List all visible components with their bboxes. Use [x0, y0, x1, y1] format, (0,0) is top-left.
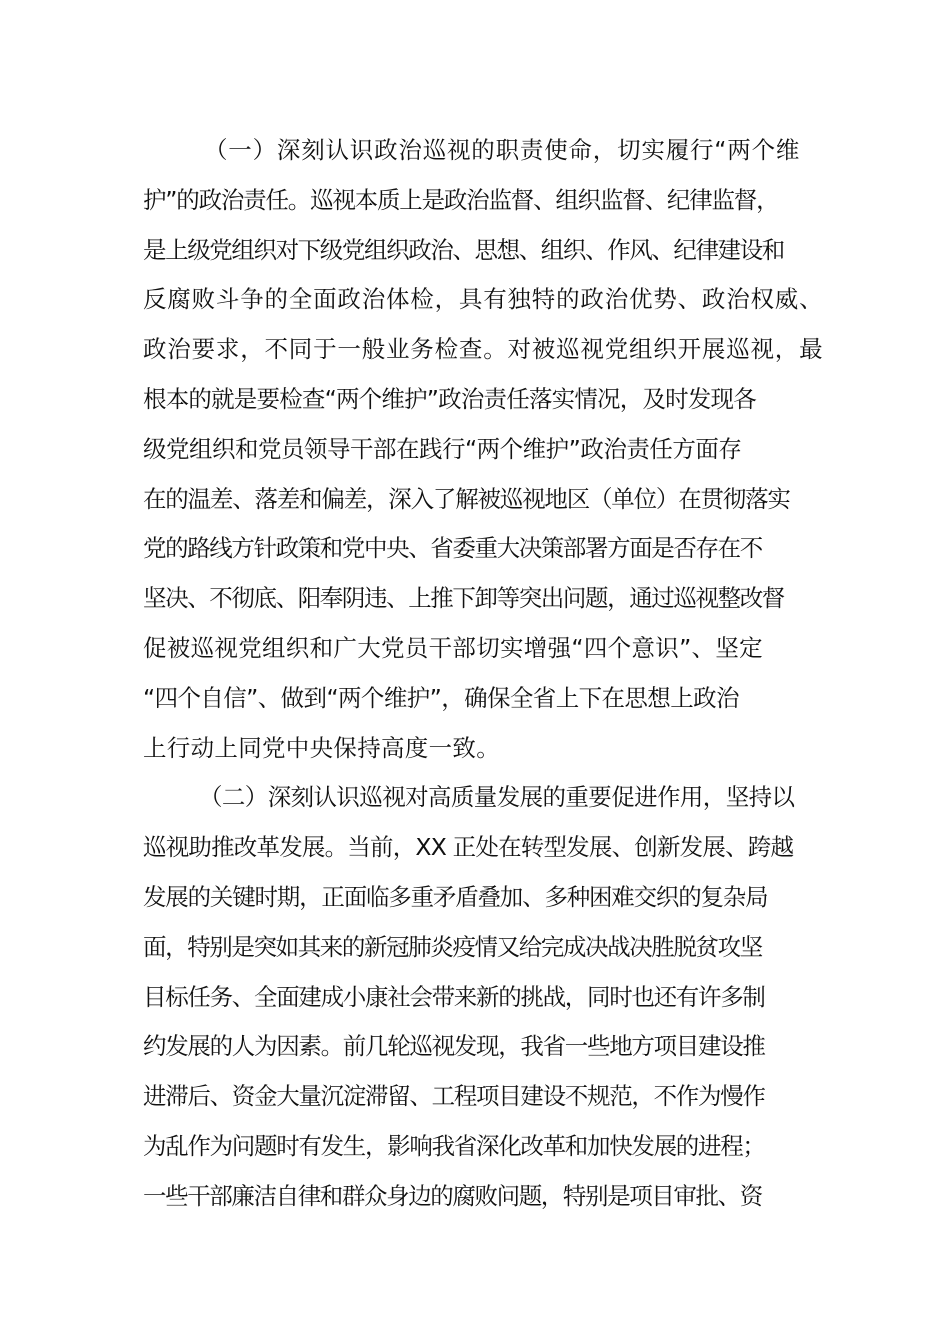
paragraph-2-line-4: 面，特别是突如其来的新冠肺炎疫情又给完成决战决胜脱贫攻坚 [143, 932, 762, 961]
paragraph-1-line-8: 在的温差、落差和偏差，深入了解被巡视地区（单位）在贯彻落实 [143, 484, 790, 513]
paragraph-1-line-4: 反腐败斗争的全面政治体检，具有独特的政治优势、政治权威、 [143, 285, 823, 314]
paragraph-1-line-3: 是上级党组织对下级党组织政治、思想、组织、作风、纪律建设和 [143, 235, 784, 264]
paragraph-1-line-13: 上行动上同党中央保持高度一致。 [143, 733, 500, 762]
paragraph-1-line-10: 坚决、不彻底、阳奉阴违、上推下卸等突出问题，通过巡视整改督 [143, 584, 784, 613]
paragraph-2-line-8: 为乱作为问题时有发生，影响我省深化改革和加快发展的进程； [143, 1131, 765, 1160]
paragraph-1-line-12: “四个自信”、做到“两个维护”，确保全省上下在思想上政治 [143, 683, 739, 712]
paragraph-2-line-5: 目标任务、全面建成小康社会带来新的挑战，同时也还有许多制 [143, 982, 765, 1011]
paragraph-1-line-1: （一）深刻认识政治巡视的职责使命，切实履行“两个维 [204, 136, 801, 164]
paragraph-1-line-7: 级党组织和党员领导干部在践行“两个维护”政治责任方面存 [143, 434, 742, 463]
paragraph-2-line-3: 发展的关键时期，正面临多重矛盾叠加、多种困难交织的复杂局 [143, 882, 768, 911]
paragraph-1-line-11: 促被巡视党组织和广大党员干部切实增强“四个意识”、坚定 [143, 633, 763, 662]
paragraph-1-line-9: 党的路线方针政策和党中央、省委重大决策部署方面是否存在不 [143, 534, 762, 563]
paragraph-1-line-6: 根本的就是要检查“两个维护”政治责任落实情况，及时发现各 [143, 384, 756, 413]
document-body [143, 126, 823, 1222]
paragraph-2-line-1: （二）深刻认识巡视对高质量发展的重要促进作用，坚持以 [199, 783, 795, 812]
paragraph-1-line-2: 护”的政治责任。巡视本质上是政治监督、组织监督、纪律监督， [143, 185, 779, 214]
paragraph-2-line-9: 一些干部廉洁自律和群众身边的腐败问题，特别是项目审批、资 [143, 1181, 762, 1210]
paragraph-2-line-6: 约发展的人为因素。前几轮巡视发现，我省一些地方项目建设推 [143, 1032, 765, 1061]
paragraph-2-line-2: 巡视助推改革发展。当前，XX 正处在转型发展、创新发展、跨越 [143, 833, 794, 862]
paragraph-1-line-5: 政治要求，不同于一般业务检查。对被巡视党组织开展巡视，最 [143, 335, 823, 364]
paragraph-2-line-7: 进滞后、资金大量沉淀滞留、工程项目建设不规范，不作为慢作 [143, 1082, 765, 1111]
